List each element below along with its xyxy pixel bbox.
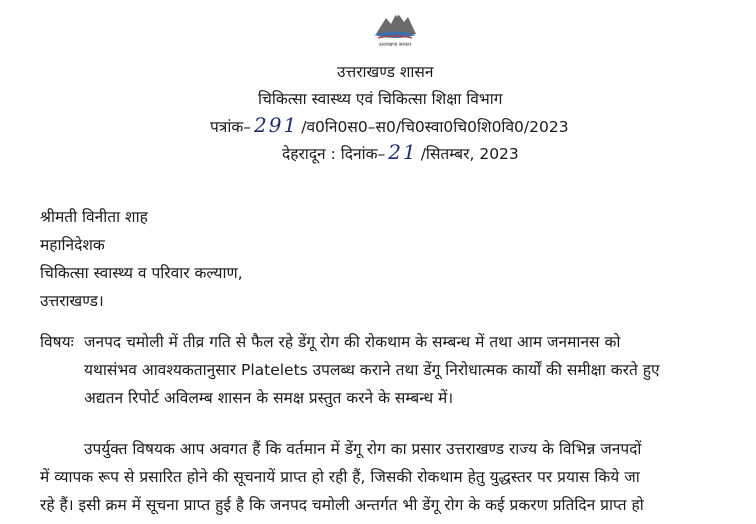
addressee-block [40,203,243,315]
subject-text [84,328,756,412]
date-suffix: /सितम्बर, 2023 [420,145,519,163]
reference-number: 291 [254,113,299,137]
addressee-designation: महानिदेशक [40,236,105,254]
subject-line: जनपद चमोली में तीव्र गति से फैल रहे डेंगू रोग की रोकथाम के सम्बन्ध में तथा आम जनमानस को [84,333,621,351]
department-title: चिकित्सा स्वास्थ्य एवं चिकित्सा शिक्षा विभाग [258,90,503,108]
reference-prefix: पत्रांक– [210,118,252,136]
letter-reference [210,113,569,137]
date-prefix: देहरादून : दिनांक– [282,145,386,163]
mountain-emblem-icon [370,4,420,44]
body-line: रहे हैं। इसी क्रम में सूचना प्राप्त हुई है कि जनपद चमोली अन्तर्गत भी डेंगू रोग के कई प्रकरण प्रतिदिन प्राप्त हो [40,496,644,514]
date-day: 21 [388,140,418,164]
body-line: में व्यापक रूप से प्रसारित होने की सूचनायें प्राप्त हो रही हैं, जिसकी रोकथाम हेतु युद्धस्तर पर प्रयास किये जा [40,468,640,486]
state-emblem [370,4,420,52]
reference-suffix: /व0नि0स0–स0/चि0स्वा0चि0शि0वि0/2023 [301,118,569,136]
subject-label: विषयः [40,333,74,351]
addressee-department: चिकित्सा स्वास्थ्य व परिवार कल्याण, [40,264,243,282]
government-title: उत्तराखण्ड शासन [337,63,434,81]
emblem-caption: उत्तराखण्ड सरकार [378,42,412,48]
body-paragraph [40,435,716,519]
addressee-name: श्रीमती विनीता शाह [40,208,148,226]
subject-line: यथासंभव आवश्यकतानुसार Platelets उपलब्ध कराने तथा डेंगू निरोधात्मक कार्यों की समीक्षा करते हुए [84,361,660,379]
addressee-state: उत्तराखण्ड। [40,292,104,310]
body-line: उपर्युक्त विषयक आप अवगत हैं कि वर्तमान में डेंगू रोग का प्रसार उत्तराखण्ड राज्य के विभिन्न जनपदों [84,440,642,458]
letter-date [282,140,519,164]
subject-line: अद्यतन रिपोर्ट अविलम्ब शासन के समक्ष प्रस्तुत करने के सम्बन्ध में। [84,389,454,407]
